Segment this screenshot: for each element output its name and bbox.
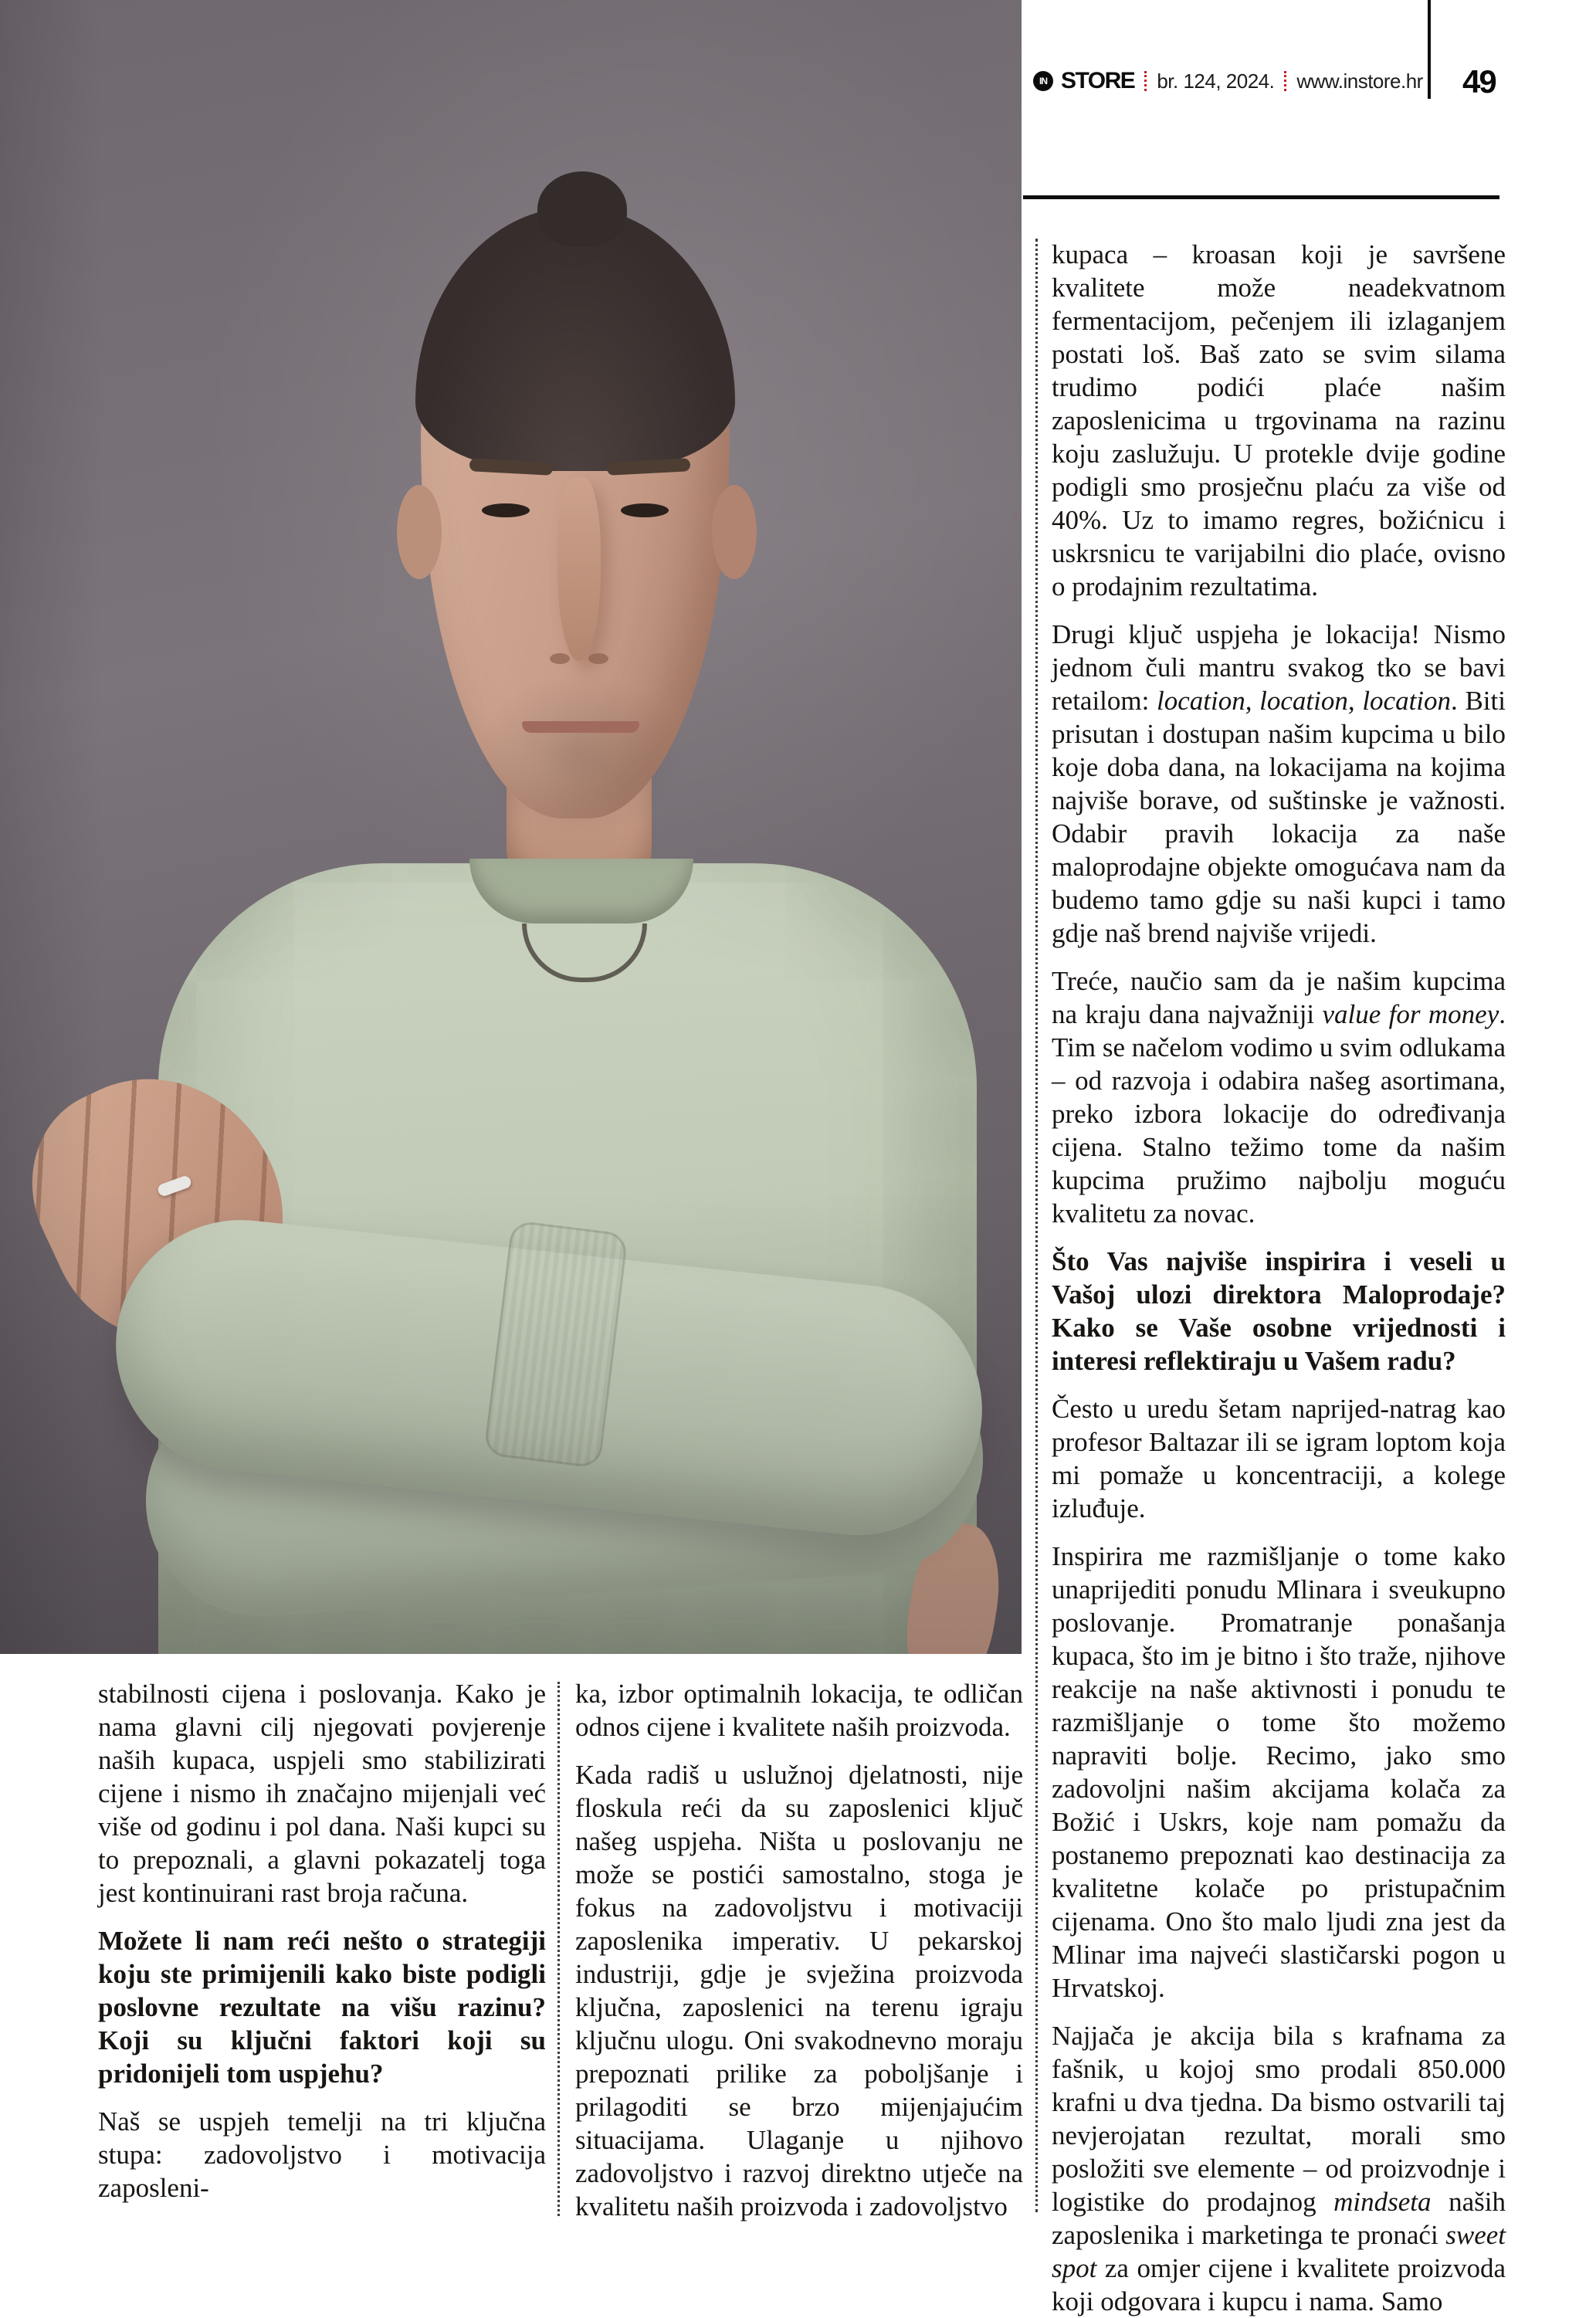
red-dotted-separator-icon xyxy=(1284,71,1286,91)
text-segment: Što Vas najviše inspirira i veseli u Vašoj ulozi direktora Maloprodaje? Kako se Vaše osobne vrijednosti i interesi reflektiraju u Vašem radu? xyxy=(1052,1246,1506,1376)
column-middle xyxy=(575,1677,1023,2223)
text-segment: Inspirira me razmišljanje o tome kako unaprijediti ponudu Mlinara i sveukupno poslovanje. Promatranje ponašanja kupaca, što im je bitno i što traže, njihove reakcije na naše aktivnosti i ponudu te razmišljanje o tome što možemo napraviti bolje. Recimo, jako smo zadovoljni našim akcijama kolača za Božić i Uskrs, koje nam pomažu da postanemo prepoznati kao destinacija za kvalitetne kolače po pristupačnim cijenama. Ono što malo ljudi zna jest da Mlinar ima najveći slastičarski pogon u Hrvatskoj. xyxy=(1052,1541,1506,2003)
interview-question xyxy=(98,1924,546,2090)
sweatshirt-collar xyxy=(469,859,693,923)
issue-number: br. 124, 2024. xyxy=(1157,69,1275,93)
red-dotted-separator-icon xyxy=(1144,71,1147,91)
column-left xyxy=(98,1677,546,2204)
website-url: www.instore.hr xyxy=(1296,69,1423,93)
page-number-rule xyxy=(1428,0,1431,99)
right-eye xyxy=(621,503,669,517)
header-rule xyxy=(1023,195,1499,199)
italic-phrase: mindseta xyxy=(1333,2187,1432,2217)
nose xyxy=(557,477,601,661)
text-segment: Kada radiš u uslužnoj djelatnosti, nije floskula reći da su zaposlenici ključ našeg uspjeha. Ništa u poslovanju ne može se postići samostalno, stoga je fokus na zadovoljstvu i motivaciji zaposlenika imperativ. U pekarskoj industriji, gdje je svježina proizvoda ključna, zaposlenici na terenu igraju ključnu ulogu. Oni svakodnevno moraju prepoznati prilike za poboljšanje i prilagoditi se brzo mijenjajućim situacijama. Ulaganje u njihovo zadovoljstvo i razvoj direktno utječe na kvalitetu naših proizvoda i zadovoljstvo xyxy=(575,1760,1023,2221)
text-segment: ka, izbor optimalnih lokacija, te odličan odnos cijene i kvalitete naših proizvoda. xyxy=(575,1679,1023,1742)
beard-stubble xyxy=(476,673,683,839)
instore-logo-icon: IN xyxy=(1033,71,1053,91)
paragraph xyxy=(575,1677,1023,1744)
brand-name: STORE xyxy=(1061,68,1135,93)
paragraph xyxy=(98,1677,546,1910)
text-segment: Drugi ključ uspjeha je lokacija! Nismo jednom čuli mantru svakog tko se bavi retailom: xyxy=(1052,619,1506,716)
paragraph xyxy=(1052,618,1506,950)
left-eye xyxy=(482,503,530,517)
text-segment: kupaca – kroasan koji je savršene kvalitete može neadekvatnom fermentacijom, pečenjem ili izlaganjem postati loš. Baš zato se svim silama trudimo podići plaće našim zaposlenicima u trgovinama na razinu koju zaslužuju. U protekle dvije godine podigli smo prosječnu plaću za više od 40%. Uz to imamo regres, božićnicu i uskrsnicu te varijabilni dio plaće, ovisno o prodajnim rezultatima. xyxy=(1052,239,1506,602)
paragraph xyxy=(1052,2019,1506,2318)
text-segment: . Tim se načelom vodimo u svim odlukama – od razvoja i odabira našeg asortimana, preko izbora lokacije do određivanja cijena. Stalno težimo tome da našim kupcima pružimo najbolju moguću kvalitetu za novac. xyxy=(1052,999,1506,1228)
mouth xyxy=(522,721,639,733)
left-ear xyxy=(397,485,442,579)
paragraph xyxy=(1052,1392,1506,1525)
column-right xyxy=(1052,238,1506,2318)
italic-phrase: location, location, location xyxy=(1157,686,1452,716)
text-segment: naših zaposlenika i marketinga te pronaći xyxy=(1052,2187,1506,2250)
paragraph xyxy=(575,1758,1023,2223)
text-segment: Često u uredu šetam naprijed-natrag kao profesor Baltazar ili se igram loptom koja mi pomaže u koncentraciji, a kolege izluđuje. xyxy=(1052,1394,1506,1523)
paragraph xyxy=(1052,964,1506,1230)
column-divider xyxy=(1035,239,1038,2212)
right-ear xyxy=(712,485,757,579)
italic-phrase: value for money xyxy=(1322,999,1499,1029)
page-number: 49 xyxy=(1462,63,1496,100)
paragraph xyxy=(1052,1540,1506,2005)
text-segment: Možete li nam reći nešto o strategiji koju ste primijenili kako biste podigli poslovne rezultate na višu razinu? Koji su ključni faktori koji su pridonijeli tom uspjehu? xyxy=(98,1926,546,2089)
column-divider xyxy=(557,1682,560,2216)
text-segment: Naš se uspjeh temelji na tri ključna stupa: zadovoljstvo i motivacija zaposleni- xyxy=(98,2106,546,2203)
italic-phrase: sweet spot xyxy=(1052,2220,1506,2283)
hair-bun xyxy=(537,171,627,247)
paragraph xyxy=(1052,238,1506,603)
text-segment: za omjer cijene i kvalitete proizvoda koji odgovara i kupcu i nama. Samo xyxy=(1052,2253,1506,2316)
nostrils xyxy=(550,653,570,664)
interview-question xyxy=(1052,1245,1506,1378)
portrait-photo xyxy=(0,0,1022,1654)
text-segment: . Biti prisutan i dostupan našim kupcima u bilo koje doba dana, na lokacijama na kojima najviše borave, od suštinske je važnosti. Odabir pravih lokacija za naše maloprodajne objekte omogućava nam da budemo tamo gdje su naši kupci i tamo gdje naš brend najviše vrijedi. xyxy=(1052,686,1506,948)
paragraph xyxy=(98,2105,546,2204)
text-segment: Treće, naučio sam da je našim kupcima na kraju dana najvažniji xyxy=(1052,966,1506,1029)
text-segment: Najjača je akcija bila s krafnama za fašnik, u kojoj smo prodali 850.000 krafni u dva tjedna. Da bismo ostvarili taj nevjerojatan rezultat, morali smo posložiti sve elemente – od proizvodnje i logistike do prodajnog xyxy=(1052,2021,1506,2217)
masthead xyxy=(1033,66,1423,96)
text-segment: stabilnosti cijena i poslovanja. Kako je nama glavni cilj njegovati povjerenje naših kupaca, uspjeli smo stabilizirati cijene i nismo ih značajno mijenjali već više od godinu i pol dana. Naši kupci su to prepoznali, a glavni pokazatelj toga jest kontinuirani rast broja računa. xyxy=(98,1679,546,1908)
